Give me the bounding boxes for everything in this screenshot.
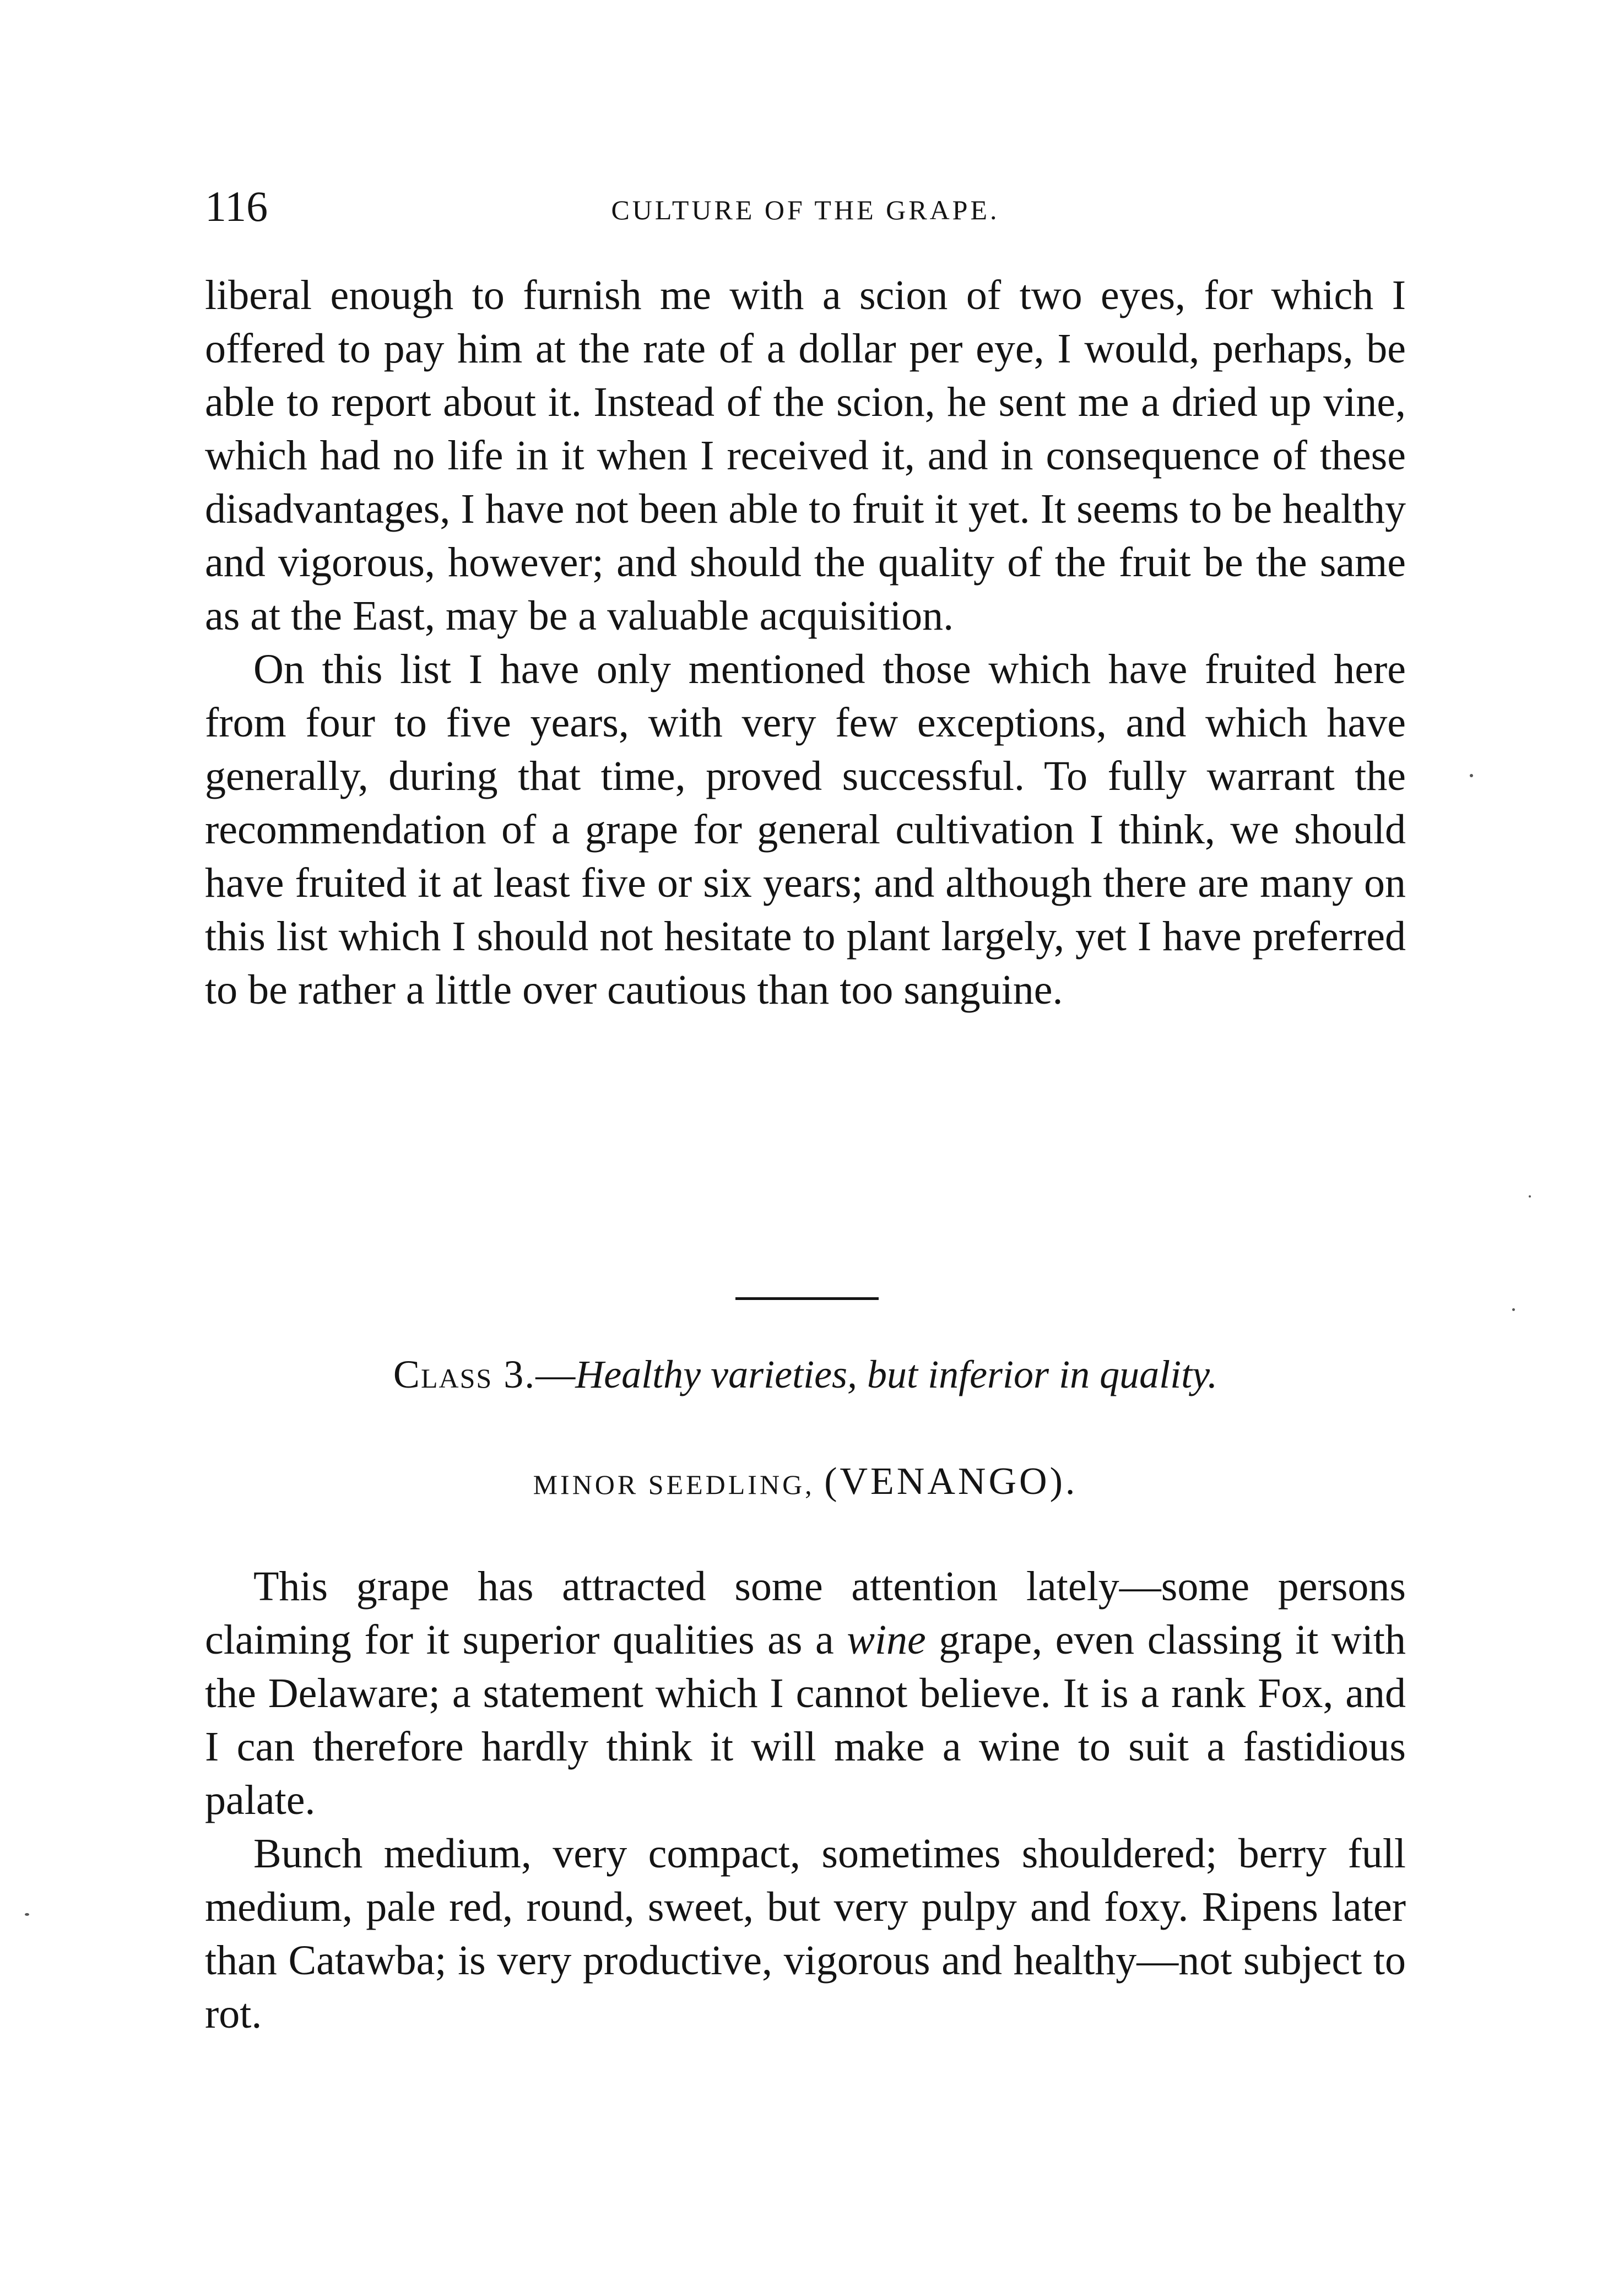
section-divider-rule xyxy=(735,1297,879,1300)
paper-speck xyxy=(25,1913,29,1916)
variety-text-part: grape, even classing it with the Delaware; a statement which I cannot believe. It is a rank Fox, and I can therefore hardly think it will make a wine to suit a fastidious palate. xyxy=(205,1617,1406,1823)
paper-speck xyxy=(1470,774,1473,777)
page-number: 116 xyxy=(205,182,268,230)
variety-paragraph: Bunch medium, very compact, sometimes shouldered; berry full medium, pale red, round, sweet, but very pulpy and foxy. Ripens later than Catawba; is very productive, vigorous and healthy—not subject to rot. xyxy=(205,1830,1406,2037)
paper-speck xyxy=(1512,1308,1515,1311)
variety-text-part: This grape has attracted some attention lately—some persons claiming for it superior qualities as a xyxy=(205,1563,1406,1663)
running-title: CULTURE OF THE GRAPE. xyxy=(611,194,1000,225)
paragraph: On this list I have only mentioned those which have fruited here from four to five years, with very few exceptions, and which have generally, during that time, proved successful. To fully warrant the recommendation of a grape for general cultivation I think, we should have fruited it at least five or six years; and although there are many on this list which I should not hesitate to plant largely, yet I have preferred to be rather a little over cautious than too sanguine. xyxy=(205,646,1406,1013)
page-header xyxy=(205,179,1406,234)
variety-synonym: (VENANGO). xyxy=(824,1460,1078,1503)
paper-speck xyxy=(1529,1195,1531,1198)
class-label: Class 3. xyxy=(393,1352,536,1396)
variety-name: MINOR SEEDLING, xyxy=(533,1469,815,1500)
class-heading xyxy=(205,1347,1406,1402)
variety-heading xyxy=(205,1454,1406,1512)
variety-paragraph xyxy=(205,1560,1406,1827)
class-description: Healthy varieties, but inferior in quality. xyxy=(575,1352,1218,1396)
class-dash: — xyxy=(535,1352,576,1396)
emphasis-word: wine xyxy=(847,1617,926,1663)
main-text xyxy=(205,269,1406,1017)
variety-text xyxy=(205,1560,1406,2041)
continued-paragraph: liberal enough to furnish me with a scion of two eyes, for which I offered to pay him at the rate of a dollar per eye, I would, perhaps, be able to report about it. Instead of the scion, he sent me a dried up vine, which had no life in it when I received it, and in consequence of these disadvantages, I have not been able to fruit it yet. It seems to be healthy and vigorous, however; and should the quality of the fruit be the same as at the East, may be a valuable acquisition. xyxy=(205,272,1406,639)
